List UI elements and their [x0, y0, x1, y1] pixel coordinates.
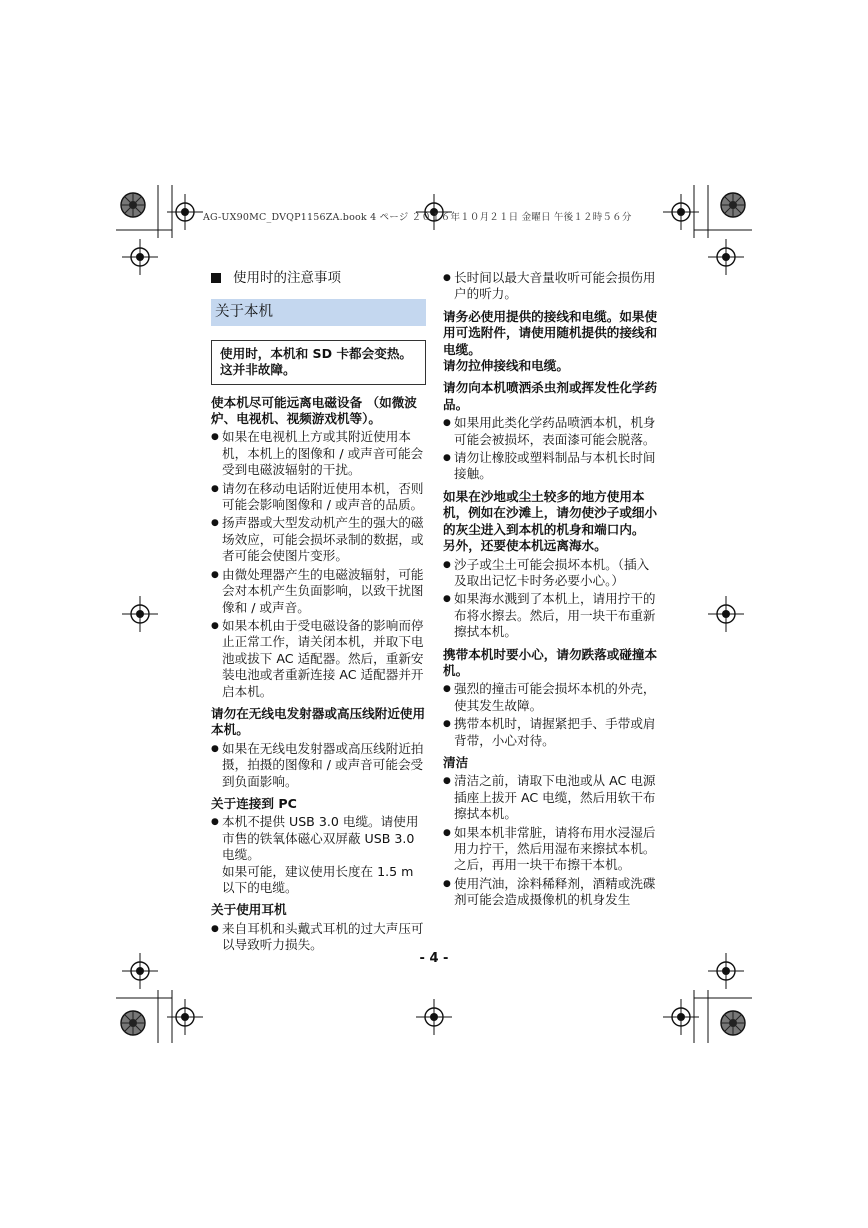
reg-target-bottom-center [416, 999, 452, 1035]
star-target-top-left [121, 193, 145, 217]
print-header-line: AG-UX90MC_DVQP1156ZA.book 4 ページ ２０１６年１０月２１日 金曜日 午後１２時５６分 [203, 212, 632, 223]
star-target-bottom-left [121, 1011, 145, 1035]
bullet-item: ● 请勿在移动电话附近使用本机，否则可能会影响图像和 / 或声音的品质。 [211, 481, 426, 514]
heading-cables: 请务必使用提供的接线和电缆。如果使用可选附件，请使用随机提供的接线和电缆。 [443, 308, 658, 357]
bullet-item: ● 使用汽油，涂料稀释剂，酒精或洗碟剂可能会造成摄像机的机身发生 [443, 876, 658, 909]
bullet-item: ● 如果在无线电发射器或高压线附近拍摄，拍摄的图像和 / 或声音可能会受到负面影响。 [211, 741, 426, 790]
bullet-item: ● 如果本机非常脏，请将布用水浸湿后用力拧干，然后用湿布来擦拭本机。之后，再用一块干布擦干本机。 [443, 825, 658, 874]
heading-cleaning: 清洁 [443, 754, 469, 770]
bullet-item: ● 如果海水溅到了本机上，请用拧干的布将水擦去。然后，用一块干布重新擦拭本机。 [443, 591, 658, 640]
section-title [211, 270, 426, 286]
topic-band: 关于本机 [211, 299, 426, 325]
heading-headphones: 关于使用耳机 [211, 902, 287, 918]
bullet-item: ● 请勿让橡胶或塑料制品与本机长时间接触。 [443, 450, 658, 483]
left-column [211, 270, 426, 954]
bullet-item: ● 长时间以最大音量收听可能会损伤用户的听力。 [443, 270, 658, 303]
bullet-item: ● 强烈的撞击可能会损坏本机的外壳，使其发生故障。 [443, 681, 658, 714]
heading-seawater: 另外，还要使本机远离海水。 [443, 538, 607, 554]
heading-radio-transmitters: 请勿在无线电发射器或高压线附近使用本机。 [211, 705, 426, 738]
bullet-item: ● 如果在电视机上方或其附近使用本机，本机上的图像和 / 或声音可能会受到电磁波辐射的干扰。 [211, 429, 426, 478]
bullet-item: ● 本机不提供 USB 3.0 电缆。请使用市售的铁氧体磁心双屏蔽 USB 3.0 电缆。 [211, 814, 426, 863]
heading-chemicals: 请勿向本机喷洒杀虫剂或挥发性化学药品。 [443, 380, 658, 412]
bullet-item: ● 如果用此类化学药品喷洒本机，机身可能会被损坏，表面漆可能会脱落。 [443, 415, 658, 448]
bullet-continuation: 如果可能，建议使用长度在 1.5 m 以下的电缆。 [222, 863, 414, 895]
heading-pc-connection: 关于连接到 PC [211, 795, 297, 811]
heading-sand-dust: 如果在沙地或尘土较多的地方使用本机，例如在沙滩上，请勿使沙子或细小的灰尘进入到本机的机身和端口内。 [443, 488, 658, 537]
page-number: - 4 - [419, 951, 449, 966]
reg-target-left-middle [122, 596, 158, 632]
bullet-item: ● 由微处理器产生的电磁波辐射，可能会对本机产生负面影响，以致干扰图像和 / 或声音。 [211, 567, 426, 616]
reg-target-left-upper [122, 239, 158, 275]
star-target-top-right [721, 193, 745, 217]
reg-target-right-middle [708, 596, 744, 632]
right-column [443, 270, 658, 909]
bullet-item: ● 沙子或尘土可能会损坏本机。（插入及取出记忆卡时务必要小心。） [443, 557, 658, 590]
section-title-text: 使用时的注意事项 [233, 270, 341, 286]
star-target-bottom-right [721, 1011, 745, 1035]
heading-cables-stretch: 请勿拉伸接线和电缆。 [443, 358, 569, 374]
bullet-item: ● 携带本机时，请握紧把手、手带或肩背带，小心对待。 [443, 716, 658, 749]
black-square-icon [211, 273, 221, 283]
bullet-item: ● 来自耳机和头戴式耳机的过大声压可以导致听力损失。 [211, 921, 426, 954]
bullet-item: ● 清洁之前，请取下电池或从 AC 电源插座上拔开 AC 电缆，然后用软干布擦拭本机。 [443, 773, 658, 822]
heading-em-devices: 使本机尽可能远离电磁设备 （如微波炉、电视机、视频游戏机等）。 [211, 394, 417, 427]
reg-target-right-upper [708, 239, 744, 275]
heading-carrying: 携带本机时要小心，请勿跌落或碰撞本机。 [443, 646, 658, 678]
bullet-item: ● 扬声器或大型发动机产生的强大的磁场效应，可能会损坏录制的数据，或者可能会使图片变形。 [211, 515, 426, 564]
note-box: 使用时，本机和 SD 卡都会变热。这并非故障。 [211, 340, 426, 385]
bullet-item: ● 如果本机由于受电磁设备的影响而停止正常工作，请关闭本机，并取下电池或拔下 AC 适配器。然后，重新安装电池或者重新连接 AC 适配器并开启本机。 [211, 618, 426, 700]
